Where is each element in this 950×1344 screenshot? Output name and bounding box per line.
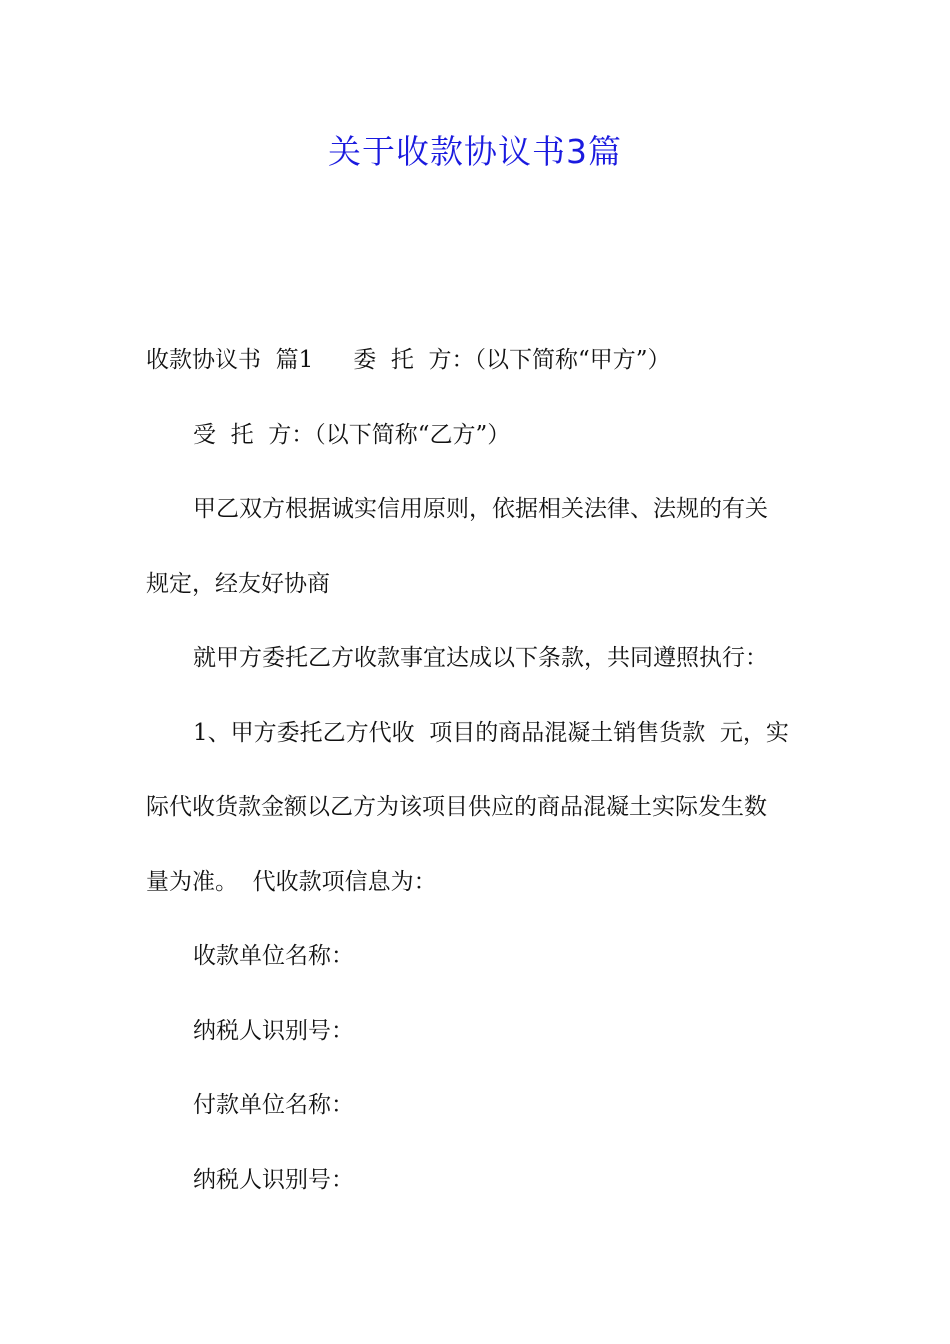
clause-1-line-1: 1、甲方委托乙方代收 项目的商品混凝土销售货款 元，实 [193,720,789,746]
payer-name-label: 付款单位名称： [193,1092,354,1118]
paragraph-line [0,567,950,601]
clause-1-line-3: 量为准。 代收款项信息为： [146,869,437,895]
trustee-party-line [0,418,950,452]
payee-name-label: 收款单位名称： [193,943,354,969]
document-title: 关于收款协议书3篇 [328,132,622,171]
field-line [0,939,950,973]
paragraph-1-line-1: 甲乙双方根据诚实信用原则，依据相关法律、法规的有关 [193,496,768,522]
paragraph-1-line-2: 规定，经友好协商 [146,571,330,597]
payer-tax-id-label: 纳税人识别号： [193,1167,354,1193]
paragraph-line [0,641,950,675]
clause-line [0,716,950,750]
field-line [0,1163,950,1197]
field-line [0,1088,950,1122]
paragraph-2: 就甲方委托乙方收款事宜达成以下条款，共同遵照执行： [193,645,768,671]
clause-line [0,790,950,824]
entrust-party-text: 委 托 方：（以下简称“甲方”） [353,347,671,373]
trustee-party-text: 受 托 方：（以下简称“乙方”） [193,422,511,448]
field-line [0,1014,950,1048]
payee-tax-id-label: 纳税人识别号： [193,1018,354,1044]
paragraph-line [0,492,950,526]
clause-1-line-2: 际代收货款金额以乙方为该项目供应的商品混凝土实际发生数 [146,794,767,820]
clause-line [0,865,950,899]
agreement-heading-label: 收款协议书 篇1 [146,347,314,373]
parties-line [0,343,950,377]
